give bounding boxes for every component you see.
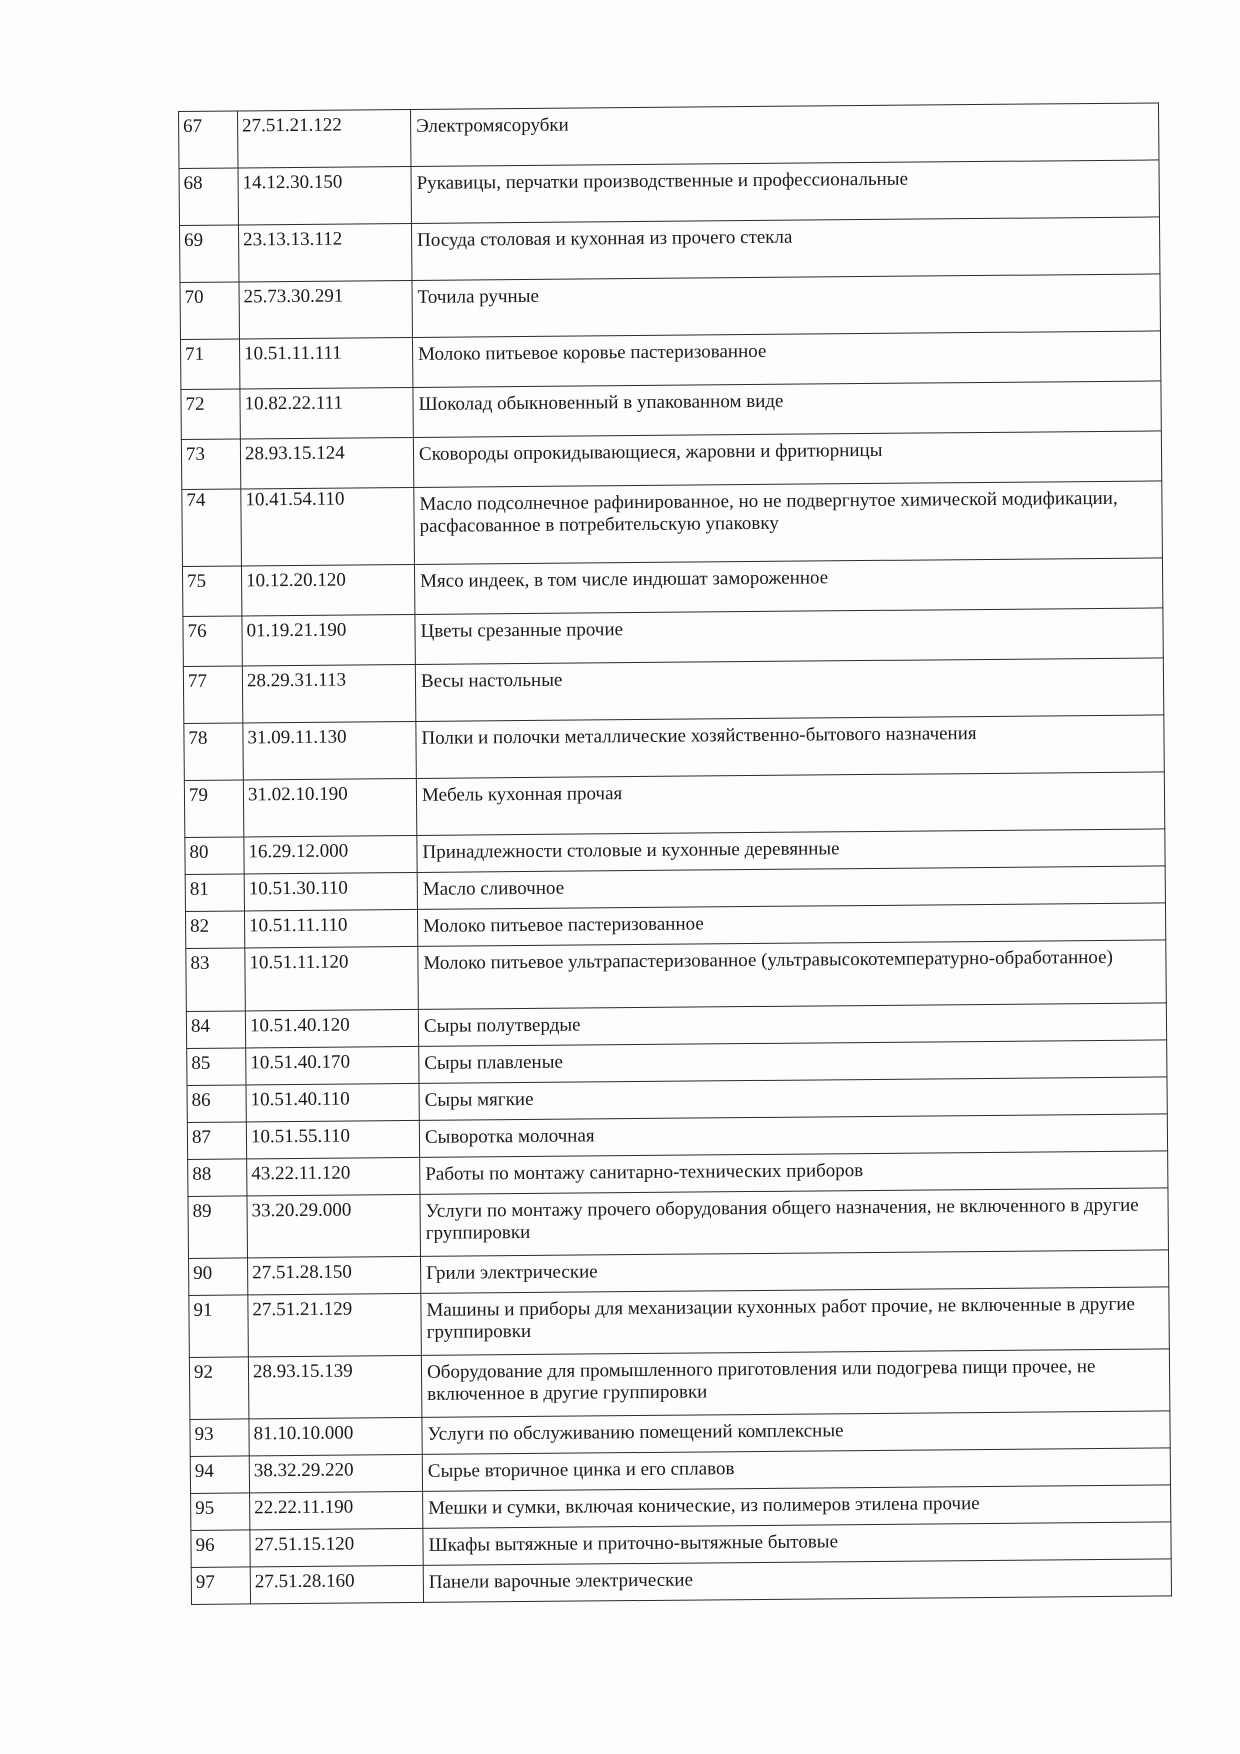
- row-number: 86: [191, 1089, 211, 1111]
- name-cell: [411, 160, 1159, 224]
- table-row: [183, 608, 1163, 667]
- okpd-code: 33.20.29.000: [251, 1199, 352, 1222]
- code-cell: [244, 909, 417, 948]
- row-number-cell: [188, 1159, 247, 1197]
- row-number-cell: [185, 837, 244, 875]
- table-row: [189, 1287, 1170, 1358]
- table-row: [184, 772, 1164, 838]
- row-number: 94: [194, 1460, 214, 1482]
- item-name: Молоко питьевое пастеризованное: [423, 913, 704, 937]
- row-number: 75: [187, 570, 207, 592]
- row-number-cell: [189, 1258, 248, 1296]
- table-row: [182, 481, 1163, 567]
- table-row: [179, 103, 1159, 169]
- table-row: [181, 431, 1161, 490]
- code-cell: [248, 1256, 421, 1295]
- okpd-code: 25.73.30.291: [243, 285, 344, 308]
- code-cell: [238, 223, 411, 282]
- name-cell: [421, 1349, 1170, 1418]
- row-number: 78: [188, 727, 208, 749]
- okpd-code: 10.51.11.110: [249, 914, 348, 937]
- item-name: Масло подсолнечное рафинированное, но не подвергнутое химической модификации, расфасованное в потребительскую упаковку: [419, 487, 1118, 537]
- code-cell: [250, 1565, 423, 1604]
- okpd-code: 27.51.21.122: [242, 114, 342, 137]
- name-cell: [420, 1188, 1169, 1257]
- row-number-cell: [183, 666, 242, 724]
- item-name: Мебель кухонная прочая: [421, 783, 623, 806]
- okpd-code: 10.51.40.120: [249, 1014, 350, 1037]
- item-name: Электромясорубки: [416, 114, 569, 137]
- code-cell: [240, 387, 413, 439]
- okpd-code: 27.51.15.120: [254, 1533, 355, 1556]
- code-cell: [246, 1120, 419, 1159]
- row-number-cell: [185, 874, 244, 912]
- row-number-cell: [184, 723, 243, 781]
- table-row: [191, 1559, 1171, 1605]
- item-name: Работы по монтажу санитарно-технических приборов: [425, 1160, 864, 1185]
- row-number-cell: [180, 339, 239, 390]
- row-number-cell: [187, 1085, 246, 1123]
- row-number-cell: [179, 225, 238, 283]
- okpd-code: 31.02.10.190: [247, 783, 348, 806]
- row-number-cell: [191, 1530, 250, 1568]
- name-cell: [412, 274, 1160, 338]
- row-number-cell: [181, 439, 240, 490]
- row-number-cell: [190, 1456, 249, 1494]
- name-cell: [416, 715, 1164, 779]
- row-number-cell: [181, 389, 240, 440]
- row-number: 82: [190, 915, 210, 937]
- okpd-code: 10.12.20.120: [246, 569, 346, 592]
- okpd-code: 10.51.11.111: [244, 342, 342, 365]
- code-cell: [250, 1491, 423, 1530]
- name-cell: [416, 772, 1164, 836]
- row-number: 76: [187, 620, 207, 642]
- okpd-code: 28.93.15.124: [244, 442, 345, 465]
- okpd-code: 16.29.12.000: [248, 840, 349, 863]
- okpd-code: 31.09.11.130: [247, 726, 347, 749]
- name-cell: [415, 608, 1163, 665]
- row-number: 97: [195, 1571, 215, 1593]
- row-number: 81: [189, 878, 209, 900]
- okpd-code: 27.51.21.129: [252, 1298, 353, 1321]
- okpd-code: 10.51.30.110: [248, 877, 348, 900]
- name-cell: [410, 103, 1158, 167]
- row-number: 69: [184, 229, 204, 251]
- table-row: [189, 1349, 1170, 1420]
- name-cell: [412, 331, 1160, 388]
- item-name: Сыры мягкие: [424, 1088, 534, 1111]
- row-number: 68: [183, 172, 203, 194]
- code-cell: [247, 1157, 420, 1196]
- okpd-code: 28.93.15.139: [252, 1360, 353, 1383]
- item-name: Шкафы вытяжные и приточно-вытяжные бытовые: [428, 1531, 839, 1556]
- code-cell: [245, 1009, 418, 1048]
- row-number: 67: [183, 115, 203, 137]
- code-cell: [239, 280, 412, 339]
- row-number-cell: [183, 616, 242, 667]
- row-number-cell: [184, 780, 243, 838]
- item-name: Панели варочные электрические: [428, 1569, 694, 1593]
- name-cell: [414, 558, 1162, 615]
- row-number-cell: [182, 566, 241, 617]
- code-cell: [243, 721, 416, 780]
- table-row: [179, 160, 1159, 226]
- okpd-code: 81.10.10.000: [253, 1422, 354, 1445]
- item-name: Шоколад обыкновенный в упакованном виде: [418, 390, 784, 415]
- item-name: Принадлежности столовые и кухонные деревянные: [422, 838, 840, 863]
- row-number: 92: [193, 1361, 214, 1383]
- name-cell: [421, 1287, 1170, 1356]
- okpd-code: 38.32.29.220: [253, 1459, 354, 1482]
- name-cell: [411, 217, 1159, 281]
- okpd-code: 10.51.11.120: [249, 951, 349, 974]
- row-number: 71: [185, 343, 205, 365]
- table-row: [180, 331, 1160, 390]
- name-cell: [415, 658, 1163, 722]
- row-number: 96: [195, 1534, 215, 1556]
- code-cell: [244, 872, 417, 911]
- code-cell: [239, 337, 412, 389]
- row-number: 84: [190, 1015, 211, 1037]
- item-name: Сыры плавленые: [424, 1051, 563, 1074]
- table-row: [181, 381, 1161, 440]
- okpd-code: 01.19.21.190: [246, 619, 347, 642]
- code-cell: [249, 1417, 422, 1456]
- item-name: Мешки и сумки, включая конические, из полимеров этилена прочие: [428, 1493, 980, 1519]
- row-number-cell: [190, 1419, 249, 1457]
- okpd-code: 14.12.30.150: [242, 171, 343, 194]
- code-cell: [248, 1293, 422, 1357]
- okpd-code: 43.22.11.120: [251, 1162, 351, 1185]
- row-number: 87: [191, 1126, 212, 1148]
- code-cell: [238, 109, 411, 168]
- item-name: Молоко питьевое коровье пастеризованное: [418, 340, 767, 365]
- row-number: 70: [184, 286, 204, 308]
- code-cell: [250, 1528, 423, 1567]
- code-cell: [248, 1355, 422, 1419]
- code-cell: [249, 1454, 422, 1493]
- row-number-cell: [185, 911, 244, 949]
- item-name: Услуги по монтажу прочего оборудования общего назначения, не включенного в другие группировки: [425, 1194, 1139, 1244]
- item-name: Сыры полутвердые: [423, 1014, 581, 1037]
- row-number: 88: [192, 1163, 212, 1185]
- code-cell: [240, 437, 413, 489]
- row-number: 80: [189, 841, 209, 863]
- item-name: Цветы срезанные прочие: [420, 619, 624, 642]
- okpd-code: 10.51.40.110: [250, 1088, 350, 1111]
- item-name: Сырье вторичное цинка и его сплавов: [427, 1458, 735, 1482]
- table-row: [183, 658, 1163, 724]
- row-number: 73: [185, 443, 206, 465]
- row-number-cell: [186, 948, 246, 1012]
- row-number-cell: [188, 1196, 248, 1259]
- row-number-cell: [187, 1048, 246, 1086]
- row-number-cell: [186, 1011, 245, 1049]
- name-cell: [418, 940, 1167, 1010]
- row-number: 74: [186, 489, 206, 511]
- row-number: 90: [193, 1262, 213, 1284]
- okpd-code: 28.29.31.113: [246, 669, 347, 692]
- row-number: 95: [195, 1497, 215, 1519]
- name-cell: [413, 381, 1161, 438]
- code-cell: [238, 166, 411, 225]
- row-number-cell: [187, 1122, 246, 1160]
- code-cell: [245, 946, 419, 1011]
- code-cell: [242, 614, 415, 666]
- okpd-code: 10.82.22.111: [244, 392, 343, 415]
- item-name: Оборудование для промышленного приготовления или подогрева пищи прочее, не включенное в другие группировки: [426, 1356, 1096, 1405]
- row-number-cell: [180, 282, 239, 340]
- item-name: Точила ручные: [417, 285, 539, 308]
- okpd-code: 27.51.28.160: [254, 1570, 355, 1593]
- row-number-cell: [191, 1567, 250, 1605]
- item-name: Сыворотка молочная: [424, 1125, 595, 1148]
- item-name: Молоко питьевое ультрапастеризованное (ультравысокотемпературно-обработанное): [423, 946, 1113, 974]
- okpd-code: 10.51.40.170: [250, 1051, 351, 1074]
- row-number-cell: [189, 1357, 249, 1420]
- row-number-cell: [189, 1295, 249, 1358]
- code-cell: [247, 1194, 421, 1258]
- table-row: [186, 940, 1167, 1012]
- table-row: [188, 1188, 1169, 1259]
- item-name: Весы настольные: [420, 669, 563, 692]
- name-cell: [413, 431, 1161, 488]
- item-name: Рукавицы, перчатки производственные и профессиональные: [416, 168, 909, 194]
- okpd-code: 10.41.54.110: [245, 488, 345, 511]
- item-name: Машины и приборы для механизации кухонных работ прочие, не включенные в другие группировки: [426, 1293, 1135, 1343]
- code-cell: [243, 778, 416, 837]
- row-number: 89: [192, 1200, 212, 1222]
- table-row: [182, 558, 1162, 617]
- row-number-cell: [182, 489, 242, 567]
- name-cell: [414, 481, 1163, 565]
- okpd-codes-table: [178, 102, 1172, 1605]
- okpd-code: 22.22.11.190: [254, 1496, 354, 1519]
- item-name: Масло сливочное: [422, 877, 565, 900]
- name-cell: [423, 1559, 1171, 1603]
- code-cell: [241, 564, 414, 616]
- code-cell: [241, 487, 415, 566]
- row-number: 91: [193, 1299, 213, 1321]
- item-name: Грили электрические: [426, 1261, 598, 1284]
- row-number: 72: [185, 393, 205, 415]
- row-number-cell: [179, 111, 238, 169]
- okpd-code: 27.51.28.150: [252, 1261, 352, 1284]
- row-number: 93: [194, 1423, 214, 1445]
- code-cell: [246, 1083, 419, 1122]
- row-number-cell: [179, 168, 238, 226]
- row-number-cell: [191, 1493, 250, 1531]
- code-cell: [246, 1046, 419, 1085]
- item-name: Мясо индеек, в том числе индюшат замороженное: [420, 567, 829, 592]
- okpd-code: 23.13.13.112: [243, 228, 343, 251]
- item-name: Услуги по обслуживанию помещений комплексные: [427, 1420, 844, 1445]
- row-number: 83: [190, 952, 210, 974]
- table-row: [180, 274, 1160, 340]
- row-number: 85: [191, 1052, 211, 1074]
- okpd-code: 10.51.55.110: [250, 1125, 351, 1148]
- item-name: Посуда столовая и кухонная из прочего стекла: [417, 226, 793, 251]
- code-cell: [242, 664, 415, 723]
- item-name: Полки и полочки металлические хозяйственно-бытового назначения: [421, 723, 977, 749]
- row-number: 79: [188, 784, 209, 806]
- row-number: 77: [187, 670, 208, 692]
- table-row: [179, 217, 1159, 283]
- code-cell: [244, 835, 417, 874]
- table-row: [184, 715, 1164, 781]
- item-name: Сковороды опрокидывающиеся, жаровни и фритюрницы: [418, 439, 883, 465]
